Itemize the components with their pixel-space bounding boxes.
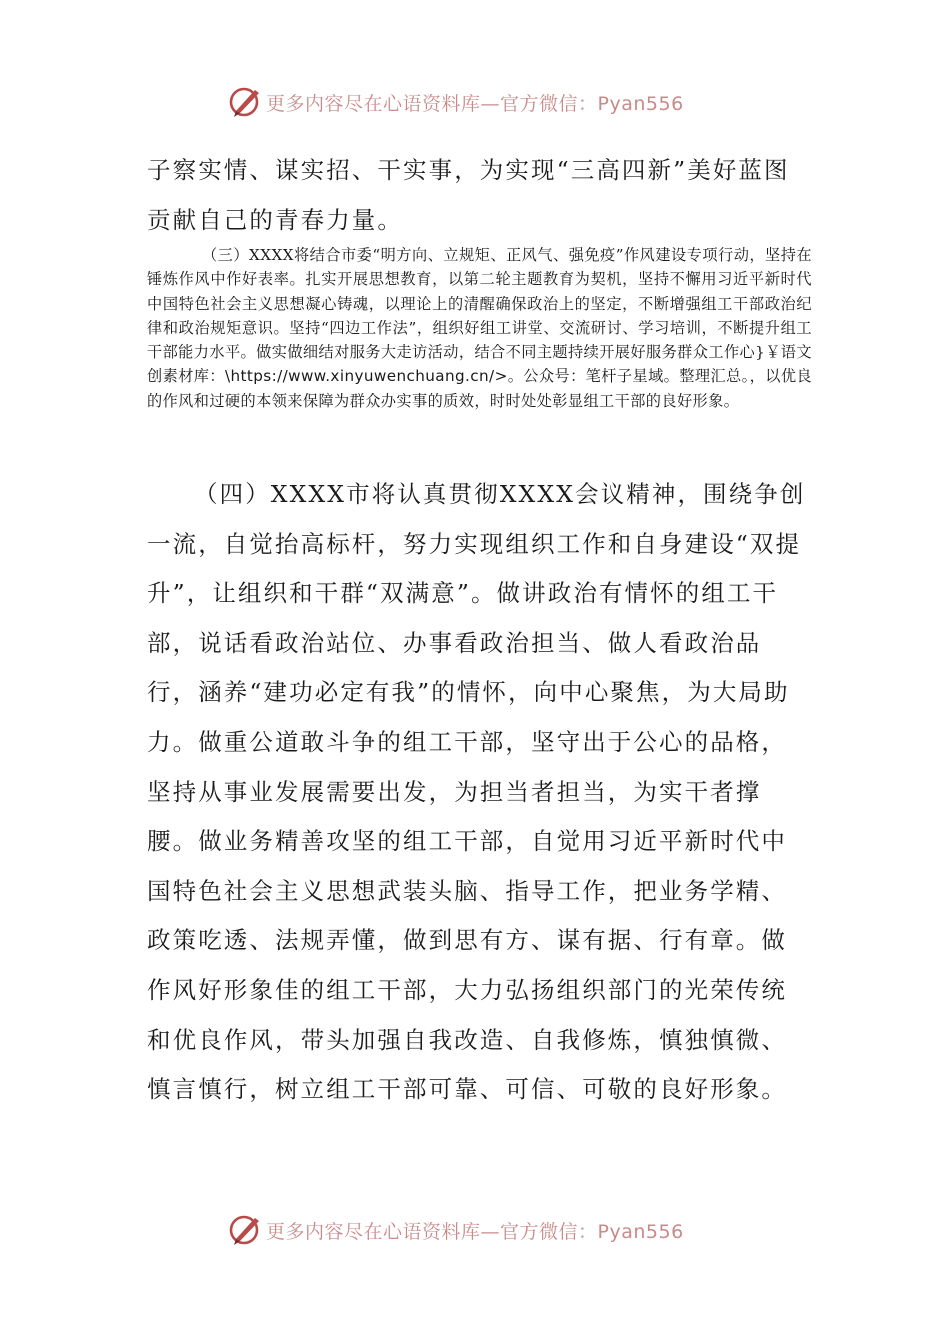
pen-logo-icon	[228, 1212, 264, 1248]
resource-link-text: \https://www.xinyuwenchuang.cn/>	[224, 367, 508, 386]
banner-text: 更多内容尽在心语资料库—官方微信：Pyan556	[266, 92, 684, 115]
banner-text: 更多内容尽在心语资料库—官方微信：Pyan556	[266, 1220, 684, 1243]
paragraph-section-three: （三）XXXX将结合市委“明方向、立规矩、正风气、强免疫”作风建设专项行动，坚持在锤炼作风中作好表率。扎实开展思想教育，以第二轮主题教育为契机，坚持不懈用习近平新时代中国特色社会主义思想凝心铸魂，以理论上的清醒确保政治上的坚定，不断增强组工干部政治纪律和政治规矩意识。坚持“四边工作法”，组织好组工讲堂、交流研讨、学习培训，不断提升组工干部能力水平。做实做细结对服务大走访活动，结合不同主题持续开展好服务群众工作心}￥语文创素材库：\https://www.xinyuwenchuang.cn/>。公众号：笔杆子星域。整理汇总。，以优良的作风和过硬的本领来保障为群众办实事的质效，时时处处彰显组工干部的良好形象。	[147, 246, 813, 410]
paragraph-continuation: 子察实情、谋实招、干实事，为实现“三高四新”美好蓝图贡献自己的青春力量。	[147, 156, 790, 234]
pen-logo-icon	[228, 84, 264, 120]
paragraph-section-four: （四）XXXX市将认真贯彻XXXX会议精神，围绕争创一流，自觉抬高标杆，努力实现组织工作和自身建设“双提升”，让组织和干群“双满意”。做讲政治有情怀的组工干部，说话看政治站位、办事看政治担当、做人看政治品行，涵养“建功必定有我”的情怀，向中心聚焦，为大局助力。做重公道敢斗争的组工干部，坚守出于公心的品格，坚持从事业发展需要出发，为担当者担当，为实干者撑腰。做业务精善攻坚的组工干部，自觉用习近平新时代中国特色社会主义思想武装头脑、指导工作，把业务学精、政策吃透、法规弄懂，做到思有方、谋有据、行有章。做作风好形象佳的组工干部，大力弘扬组织部门的光荣传统和优良作风，带头加强自我改造、自我修炼，慎独慎微、慎言慎行，树立组工干部可靠、可信、可敬的良好形象。	[147, 480, 806, 1104]
footer-banner	[228, 1210, 748, 1250]
header-banner	[228, 82, 748, 122]
